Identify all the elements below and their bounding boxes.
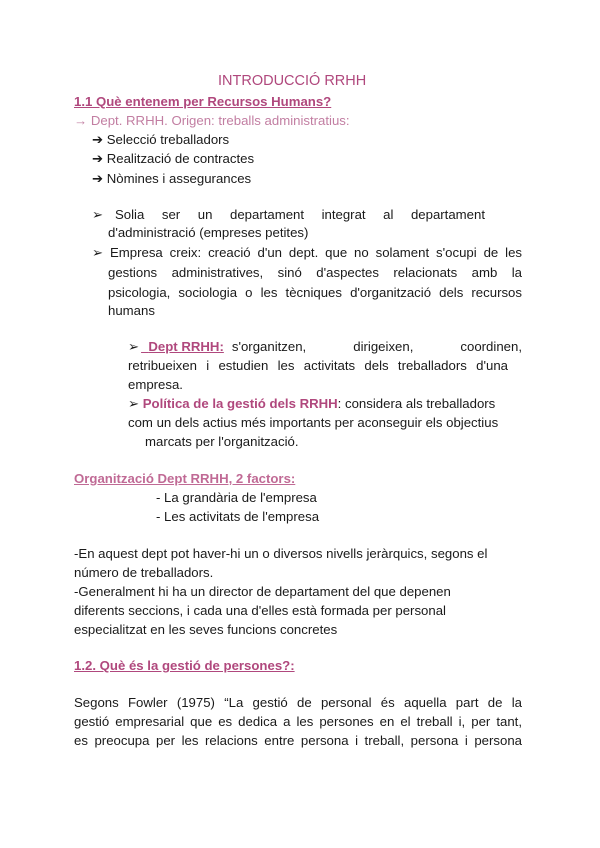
org-factor: - La grandària de l'empresa: [156, 490, 317, 505]
org-heading: Organització Dept RRHH, 2 factors:: [74, 471, 296, 486]
sub-bullet-2-line: com un dels actius més importants per aconseguir els objectius: [128, 415, 499, 430]
bullet-2-line: psicologia, sociologia o les tècniques d'organització dels recursos: [108, 285, 522, 300]
arrow-item-text: Realització de contractes: [106, 151, 255, 166]
bullet-1-line: d'administració (empreses petites): [108, 225, 309, 240]
bullet-arrowhead-icon: ➢: [92, 245, 104, 260]
arrow-item-text: Selecció treballadors: [106, 132, 230, 147]
origin-line: → Dept. RRHH. Origen: treballs administratius:: [74, 113, 350, 128]
page-title: INTRODUCCIÓ RRHH: [218, 73, 367, 89]
section-2-line: gestió empresarial que es dedica a les persones en el treball i, per tant,: [74, 714, 522, 729]
bullet-arrowhead-icon: ➢: [92, 207, 104, 222]
arrow-right-icon: ➔: [92, 151, 104, 166]
arrow-item: [92, 131, 229, 149]
paragraph-line: especialitzat en les seves funcions concretes: [74, 622, 338, 637]
arrow-right-icon: ➔: [92, 171, 104, 186]
sub-bullet-2-text: : considera als treballadors: [337, 396, 496, 411]
arrow-item: [92, 170, 251, 188]
bullet-marker: [92, 244, 103, 262]
org-factor: - Les activitats de l'empresa: [156, 509, 320, 524]
sub-bullet-1-line: retribueixen i estudien les activitats dels treballadors d'una: [128, 358, 508, 373]
arrow-right-icon: ➔: [92, 132, 104, 147]
arrow-item-text: Nòmines i assegurances: [106, 171, 252, 186]
paragraph-line: diferents seccions, i cada una d'elles està formada per personal: [74, 603, 446, 618]
sub-bullet-1: [128, 338, 522, 356]
sub-bullet-2-line: marcats per l'organització.: [145, 434, 299, 449]
bullet-arrowhead-icon: ➢: [128, 339, 140, 354]
sub-bullet-1-text: s'organitzen, dirigeixen, coordinen,: [231, 339, 522, 354]
sub-bullet-2: [128, 395, 495, 413]
section-1-heading: 1.1 Què entenem per Recursos Humans?: [74, 94, 332, 109]
bullet-2-line: humans: [108, 303, 155, 318]
arrow-item: [92, 150, 254, 168]
politica-label: Política de la gestió dels RRHH: [142, 396, 338, 411]
paragraph-line: -Generalment hi ha un director de departament del que depenen: [74, 584, 451, 599]
dept-rrhh-label: Dept RRHH:: [148, 339, 224, 354]
bullet-arrowhead-icon: ➢: [128, 396, 140, 411]
section-2-line: es preocupa per les relacions entre persona i treball, persona i persona: [74, 733, 522, 748]
bullet-2-line: gestions administratives, sinó d'aspectes relacionats amb la: [108, 265, 522, 280]
bullet-2-line: Empresa creix: creació d'un dept. que no solament s'ocupi de les: [110, 245, 522, 260]
paragraph-line: -En aquest dept pot haver-hi un o diversos nivells jeràrquics, segons el: [74, 546, 488, 561]
bullet-marker: [92, 206, 103, 224]
section-2-line: Segons Fowler (1975) “La gestió de personal és aquella part de la: [74, 695, 522, 710]
bullet-1-line: Solia ser un departament integrat al departament: [115, 207, 485, 222]
sub-bullet-1-line: empresa.: [128, 377, 183, 392]
section-2-heading: 1.2. Què és la gestió de persones?:: [74, 658, 295, 673]
paragraph-line: número de treballadors.: [74, 565, 214, 580]
